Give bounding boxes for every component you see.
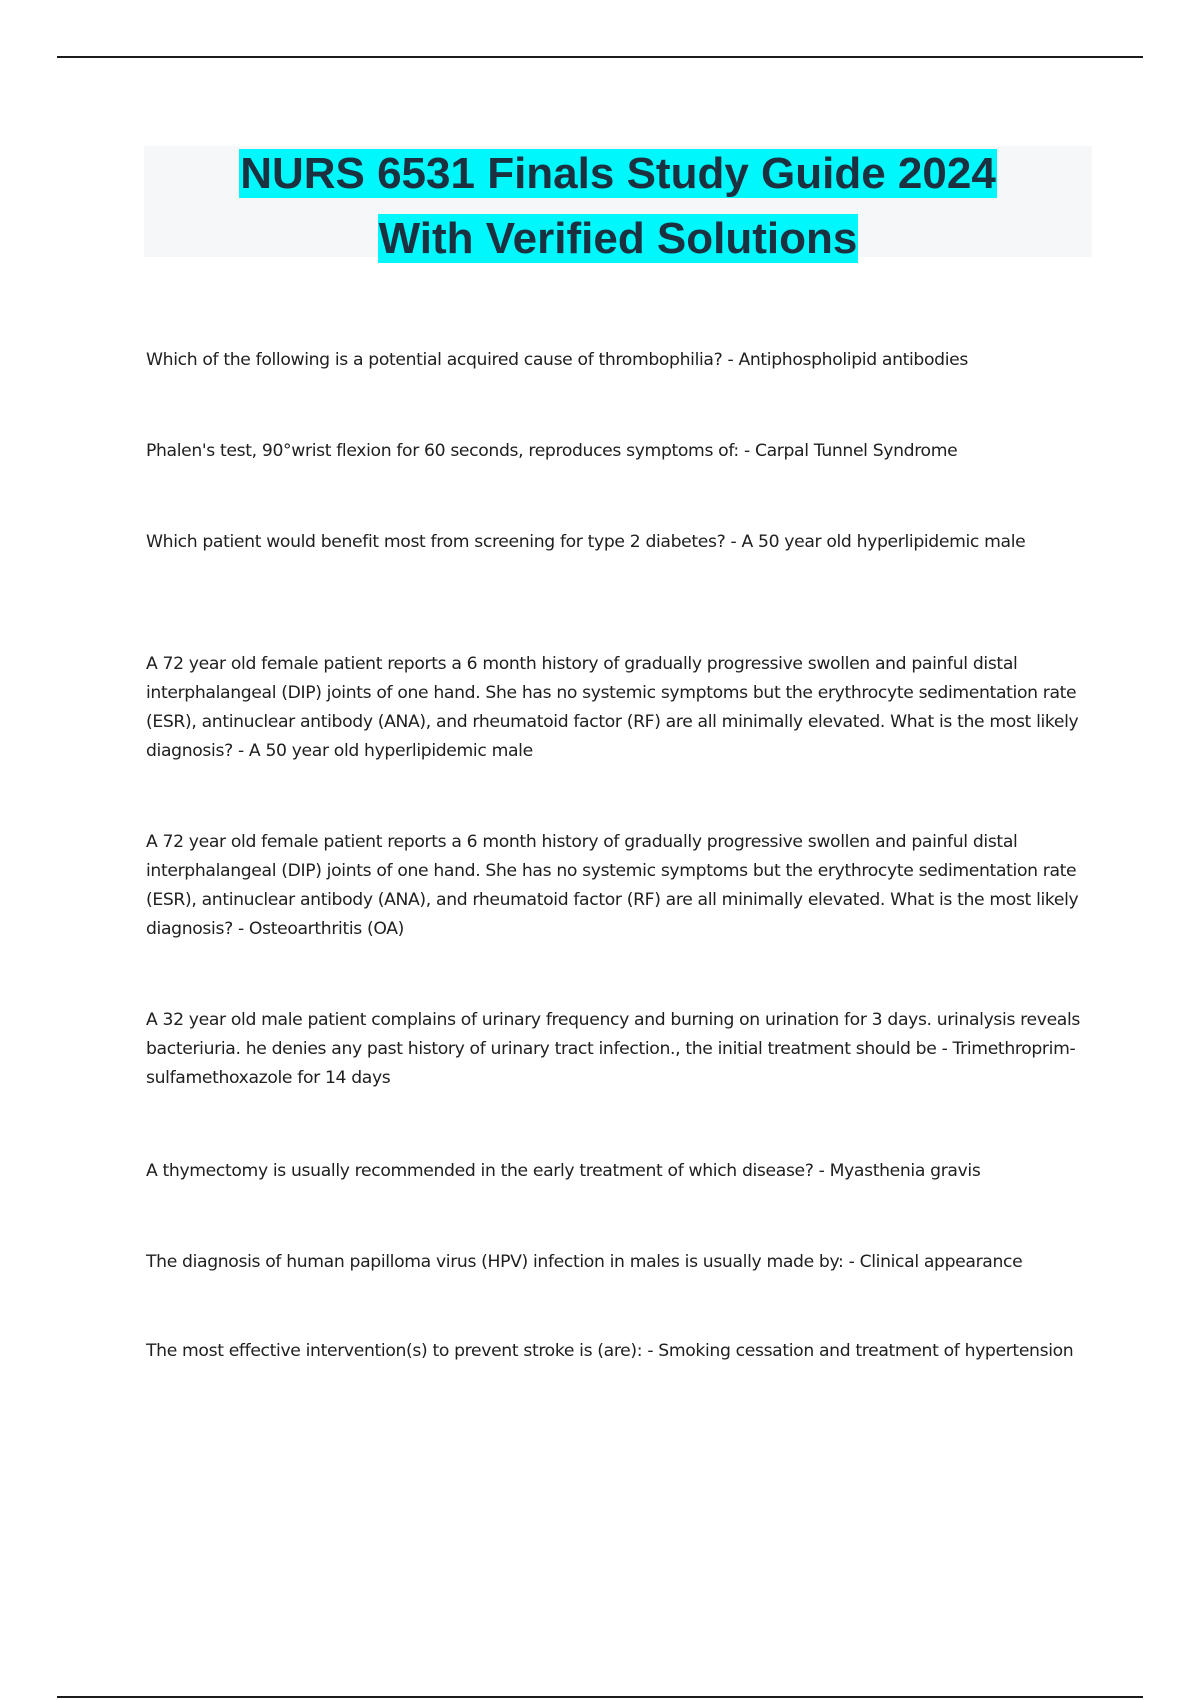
question-answer-9: The most effective intervention(s) to prevent stroke is (are): - Smoking cessation and treatment of hypertension [146, 1341, 1074, 1361]
question-answer-2: Phalen's test, 90°wrist flexion for 60 seconds, reproduces symptoms of: - Carpal Tunnel Syndrome [146, 441, 958, 461]
question-answer-1: Which of the following is a potential acquired cause of thrombophilia? - Antiphospholipid antibodies [146, 350, 968, 370]
question-answer-3: Which patient would benefit most from screening for type 2 diabetes? - A 50 year old hyperlipidemic male [146, 532, 1026, 552]
title-line-1: NURS 6531 Finals Study Guide 2024 [240, 149, 996, 198]
question-answer-8: The diagnosis of human papilloma virus (HPV) infection in males is usually made by: - Clinical appearance [146, 1252, 1023, 1272]
question-answer-4: A 72 year old female patient reports a 6 month history of gradually progressive swollen and painful distal interphalangeal (DIP) joints of one hand. She has no systemic symptoms but the erythrocyte sedimentation rate (ESR), antinuclear antibody (ANA), and rheumatoid factor (RF) are all minimally elevated. What is the most likely diagnosis? - A 50 year old hyperlipidemic male [146, 654, 1079, 761]
top-rule [57, 56, 1143, 58]
title-banner [144, 146, 1092, 263]
question-answer-6: A 32 year old male patient complains of urinary frequency and burning on urination for 3 days. urinalysis reveals bacteriuria. he denies any past history of urinary tract infection., the initial treatment should be - Trimethroprim-sulfamethoxazole for 14 days [146, 1010, 1081, 1088]
question-answer-5: A 72 year old female patient reports a 6 month history of gradually progressive swollen and painful distal interphalangeal (DIP) joints of one hand. She has no systemic symptoms but the erythrocyte sedimentation rate (ESR), antinuclear antibody (ANA), and rheumatoid factor (RF) are all minimally elevated. What is the most likely diagnosis? - Osteoarthritis (OA) [146, 832, 1079, 939]
bottom-rule [57, 1696, 1143, 1698]
title-line-2: With Verified Solutions [378, 214, 858, 263]
page-title [144, 146, 1092, 276]
question-answer-7: A thymectomy is usually recommended in the early treatment of which disease? - Myasthenia gravis [146, 1161, 981, 1181]
